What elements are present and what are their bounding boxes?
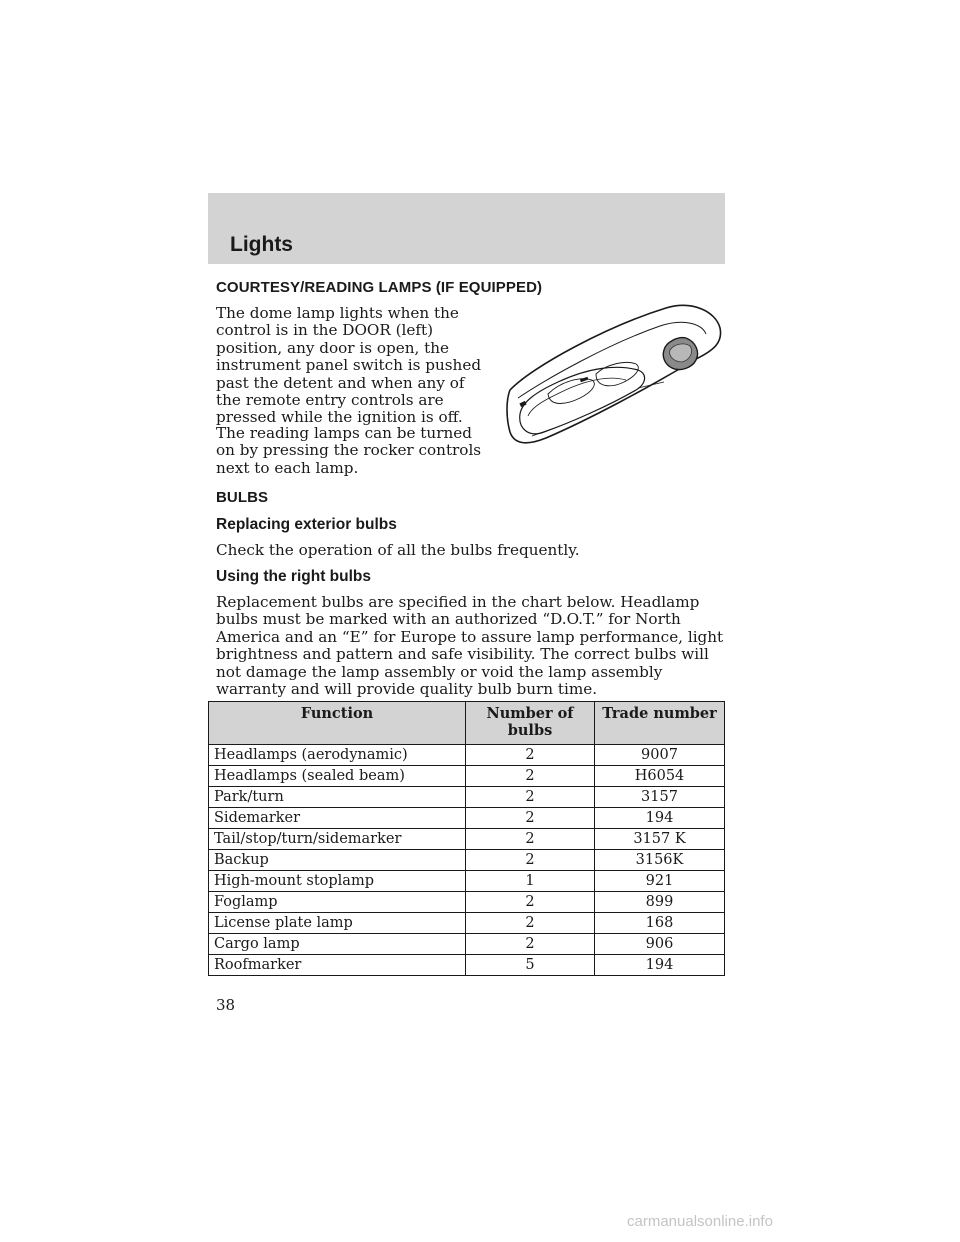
page-number: 38: [216, 996, 236, 1014]
watermark: carmanualsonline.info: [627, 1213, 773, 1230]
header-number-of-bulbs: Number of bulbs: [466, 702, 595, 745]
cell-number-of-bulbs: 5: [466, 955, 595, 976]
cell-trade-number: 194: [595, 955, 725, 976]
cell-function: Backup: [209, 850, 466, 871]
cell-trade-number: 168: [595, 913, 725, 934]
cell-trade-number: 3157: [595, 787, 725, 808]
cell-function: Roofmarker: [209, 955, 466, 976]
cell-function: Tail/stop/turn/sidemarker: [209, 829, 466, 850]
cell-number-of-bulbs: 2: [466, 808, 595, 829]
cell-trade-number: 921: [595, 871, 725, 892]
table-row: [209, 829, 725, 850]
exterior-bulbs-text: Check the operation of all the bulbs frequently.: [216, 541, 580, 559]
header-trade-number: Trade number: [595, 702, 725, 745]
cell-function: Headlamps (aerodynamic): [209, 745, 466, 766]
cell-trade-number: H6054: [595, 766, 725, 787]
replacing-exterior-bulbs-heading: Replacing exterior bulbs: [216, 516, 397, 533]
cell-trade-number: 899: [595, 892, 725, 913]
cell-function: Park/turn: [209, 787, 466, 808]
dome-lamp-paragraph: The dome lamp lights when the control is in the DOOR (left) position, any door is open, the instrument panel switch is pushed past the detent and when any of the remote entry controls are pressed while the ignition is off.: [216, 304, 482, 427]
cell-function: Cargo lamp: [209, 934, 466, 955]
table-row: [209, 955, 725, 976]
cell-number-of-bulbs: 2: [466, 934, 595, 955]
cell-function: License plate lamp: [209, 913, 466, 934]
cell-function: Foglamp: [209, 892, 466, 913]
table-row: [209, 787, 725, 808]
table-row: [209, 913, 725, 934]
cell-function: High-mount stoplamp: [209, 871, 466, 892]
cell-number-of-bulbs: 2: [466, 913, 595, 934]
cell-trade-number: 194: [595, 808, 725, 829]
using-right-bulbs-heading: Using the right bulbs: [216, 568, 371, 585]
section-title: Lights: [230, 233, 293, 256]
cell-number-of-bulbs: 1: [466, 871, 595, 892]
cell-number-of-bulbs: 2: [466, 892, 595, 913]
table-row: [209, 934, 725, 955]
table-row: [209, 892, 725, 913]
cell-trade-number: 3156K: [595, 850, 725, 871]
table-header-row: [209, 702, 725, 745]
cell-trade-number: 906: [595, 934, 725, 955]
table-body: [209, 745, 725, 976]
cell-number-of-bulbs: 2: [466, 850, 595, 871]
cell-number-of-bulbs: 2: [466, 766, 595, 787]
table-row: [209, 745, 725, 766]
cell-function: Sidemarker: [209, 808, 466, 829]
cell-number-of-bulbs: 2: [466, 745, 595, 766]
table-row: [209, 871, 725, 892]
overhead-console-illustration: [488, 298, 724, 448]
header-function: Function: [209, 702, 466, 745]
cell-trade-number: 3157 K: [595, 829, 725, 850]
bulbs-heading: BULBS: [216, 489, 269, 506]
bulb-specification-table: [208, 701, 725, 976]
right-bulbs-text: Replacement bulbs are specified in the chart below. Headlamp bulbs must be marked with an authorized “D.O.T.” for North America and an “E” for Europe to assure lamp performance, light brightness and pattern and safe visibility. The correct bulbs will not damage the lamp assembly or void the lamp assembly warranty and will provide quality bulb burn time.: [216, 593, 724, 699]
reading-lamps-paragraph: The reading lamps can be turned on by pressing the rocker controls next to each lamp.: [216, 424, 482, 477]
cell-trade-number: 9007: [595, 745, 725, 766]
cell-function: Headlamps (sealed beam): [209, 766, 466, 787]
table-row: [209, 850, 725, 871]
table-row: [209, 766, 725, 787]
cell-number-of-bulbs: 2: [466, 787, 595, 808]
table-row: [209, 808, 725, 829]
section-header-band: [208, 193, 725, 264]
courtesy-lamps-heading: COURTESY/READING LAMPS (IF EQUIPPED): [216, 279, 543, 296]
cell-number-of-bulbs: 2: [466, 829, 595, 850]
